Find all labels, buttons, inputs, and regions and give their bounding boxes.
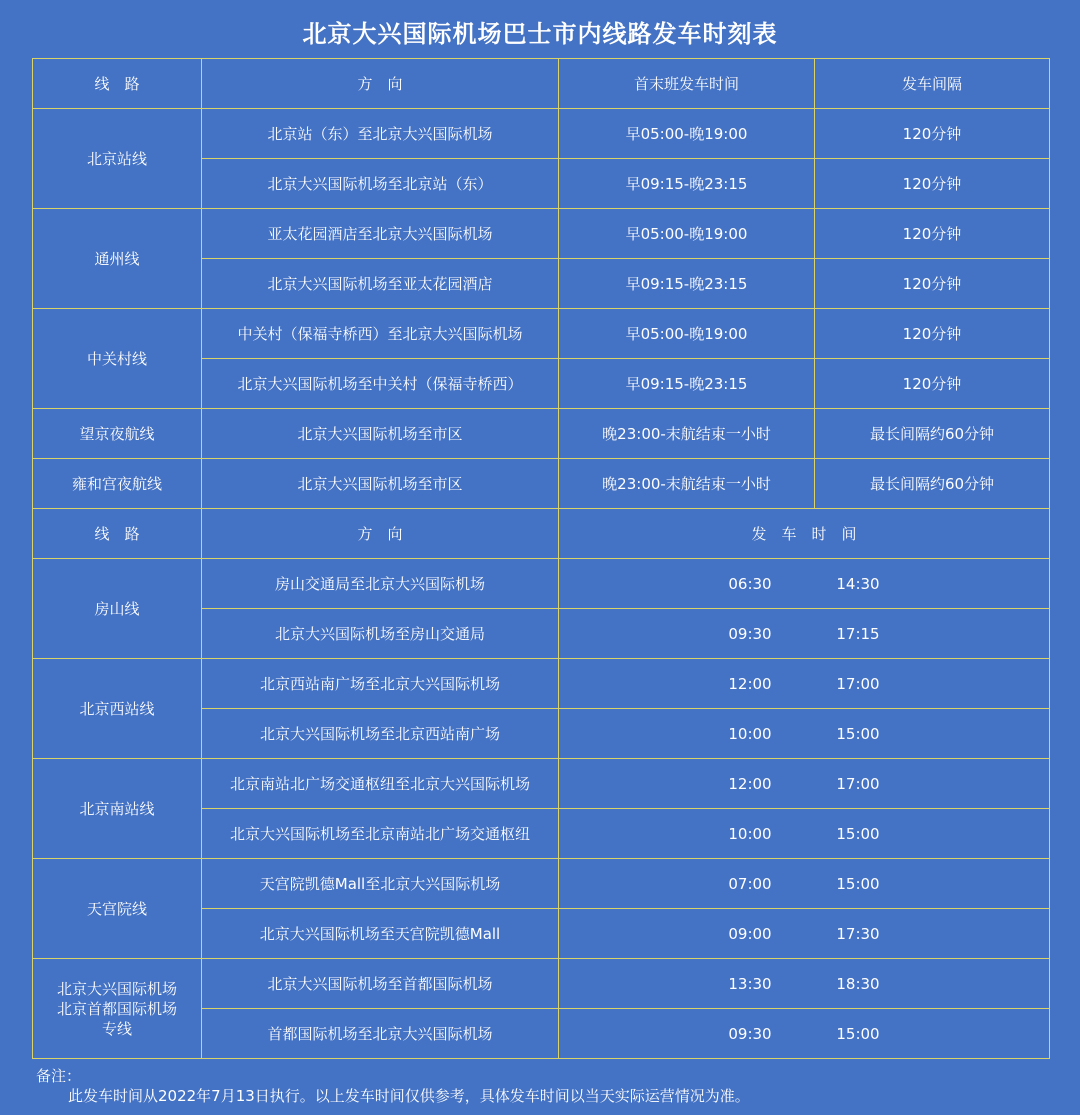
departure-interval: 120分钟 [815,259,1050,309]
departure-times-list [559,874,1049,894]
table-row [33,859,1050,909]
departure-interval: 最长间隔约60分钟 [815,409,1050,459]
route-direction: 北京大兴国际机场至房山交通局 [202,609,559,659]
route-direction: 北京大兴国际机场至北京西站南广场 [202,709,559,759]
departure-times-list [559,674,1049,694]
departure-times-list [559,774,1049,794]
departure-times [559,609,1050,659]
departure-times-list [559,824,1049,844]
route-name [33,759,202,859]
route-direction: 北京大兴国际机场至市区 [202,409,559,459]
route-direction: 北京西站南广场至北京大兴国际机场 [202,659,559,709]
header-direction: 方 向 [202,59,559,109]
departure-time: 10:00 [728,824,772,843]
route-name: 雍和宫夜航线 [33,459,202,509]
route-name-line: 房山线 [94,599,140,618]
route-direction: 首都国际机场至北京大兴国际机场 [202,1009,559,1059]
departure-time: 17:15 [836,624,880,643]
route-name-line: 北京大兴国际机场 [56,979,177,998]
first-last-time: 早05:00-晚19:00 [559,209,815,259]
route-name [33,859,202,959]
departure-time: 13:30 [728,974,772,993]
departure-time: 17:30 [836,924,880,943]
departure-time: 14:30 [836,574,880,593]
route-name: 北京站线 [33,109,202,209]
departure-times [559,909,1050,959]
departure-time: 10:00 [728,724,772,743]
table-row [33,459,1050,509]
departure-time: 09:00 [728,924,772,943]
departure-time: 06:30 [728,574,772,593]
schedule-table-body [33,59,1050,1059]
first-last-time: 早09:15-晚23:15 [559,159,815,209]
departure-times-list [559,574,1049,594]
route-name-line: 北京首都国际机场 [56,999,177,1018]
header-route: 线 路 [33,59,202,109]
departure-time: 12:00 [728,674,772,693]
route-name [33,559,202,659]
first-last-time: 晚23:00-末航结束一小时 [559,459,815,509]
departure-times-list [559,1024,1049,1044]
table-row [33,759,1050,809]
first-last-time: 早09:15-晚23:15 [559,359,815,409]
departure-times [559,559,1050,609]
route-name-line: 专线 [101,1019,132,1038]
route-direction: 北京大兴国际机场至北京南站北广场交通枢纽 [202,809,559,859]
departure-time: 15:00 [836,724,880,743]
route-direction: 北京南站北广场交通枢纽至北京大兴国际机场 [202,759,559,809]
departure-time: 09:30 [728,624,772,643]
route-direction: 北京大兴国际机场至天宫院凯德Mall [202,909,559,959]
table-row [33,559,1050,609]
route-direction: 中关村（保福寺桥西）至北京大兴国际机场 [202,309,559,359]
header-route-2: 线 路 [33,509,202,559]
route-name [33,959,202,1059]
route-name-line: 北京南站线 [79,799,155,818]
route-direction: 天宫院凯德Mall至北京大兴国际机场 [202,859,559,909]
route-direction: 北京大兴国际机场至市区 [202,459,559,509]
table-row [33,959,1050,1009]
departure-times [559,709,1050,759]
departure-time: 09:30 [728,1024,772,1043]
notes [36,1066,750,1106]
first-last-time: 早05:00-晚19:00 [559,109,815,159]
route-direction: 北京站（东）至北京大兴国际机场 [202,109,559,159]
route-direction: 亚太花园酒店至北京大兴国际机场 [202,209,559,259]
first-last-time: 早09:15-晚23:15 [559,259,815,309]
header-departure-time: 发 车 时 间 [559,509,1050,559]
departure-times-list [559,974,1049,994]
departure-time: 07:00 [728,874,772,893]
departure-times [559,859,1050,909]
departure-interval: 最长间隔约60分钟 [815,459,1050,509]
departure-interval: 120分钟 [815,309,1050,359]
departure-times [559,659,1050,709]
route-direction: 房山交通局至北京大兴国际机场 [202,559,559,609]
departure-time: 15:00 [836,874,880,893]
table-row [33,659,1050,709]
departure-time: 15:00 [836,824,880,843]
table-row [33,409,1050,459]
header-interval: 发车间隔 [815,59,1050,109]
page-title: 北京大兴国际机场巴士市内线路发车时刻表 [302,20,778,48]
route-name: 中关村线 [33,309,202,409]
departure-interval: 120分钟 [815,109,1050,159]
departure-interval: 120分钟 [815,359,1050,409]
departure-time: 17:00 [836,774,880,793]
notes-text: 此发车时间从2022年7月13日执行。以上发车时间仅供参考，具体发车时间以当天实际运营情况为准。 [68,1087,750,1105]
route-name: 望京夜航线 [33,409,202,459]
departure-times [559,1009,1050,1059]
route-name-line: 北京西站线 [79,699,155,718]
header-direction-2: 方 向 [202,509,559,559]
table-row [33,109,1050,159]
table-row [33,309,1050,359]
notes-label: 备注： [36,1067,82,1085]
departure-interval: 120分钟 [815,159,1050,209]
header-row-first-last [33,59,1050,109]
departure-time: 15:00 [836,1024,880,1043]
departure-interval: 120分钟 [815,209,1050,259]
first-last-time: 晚23:00-末航结束一小时 [559,409,815,459]
route-name [33,659,202,759]
first-last-time: 早05:00-晚19:00 [559,309,815,359]
route-direction: 北京大兴国际机场至北京站（东） [202,159,559,209]
header-row-departure [33,509,1050,559]
route-name-line: 天宫院线 [86,899,147,918]
header-first-last-time: 首末班发车时间 [559,59,815,109]
route-name: 通州线 [33,209,202,309]
departure-times [559,959,1050,1009]
departure-times-list [559,924,1049,944]
departure-times [559,759,1050,809]
table-row [33,209,1050,259]
route-direction: 北京大兴国际机场至亚太花园酒店 [202,259,559,309]
route-direction: 北京大兴国际机场至首都国际机场 [202,959,559,1009]
departure-time: 17:00 [836,674,880,693]
schedule-table [32,58,1050,1059]
departure-times-list [559,724,1049,744]
departure-time: 18:30 [836,974,880,993]
route-direction: 北京大兴国际机场至中关村（保福寺桥西） [202,359,559,409]
departure-time: 12:00 [728,774,772,793]
departure-times-list [559,624,1049,644]
departure-times [559,809,1050,859]
